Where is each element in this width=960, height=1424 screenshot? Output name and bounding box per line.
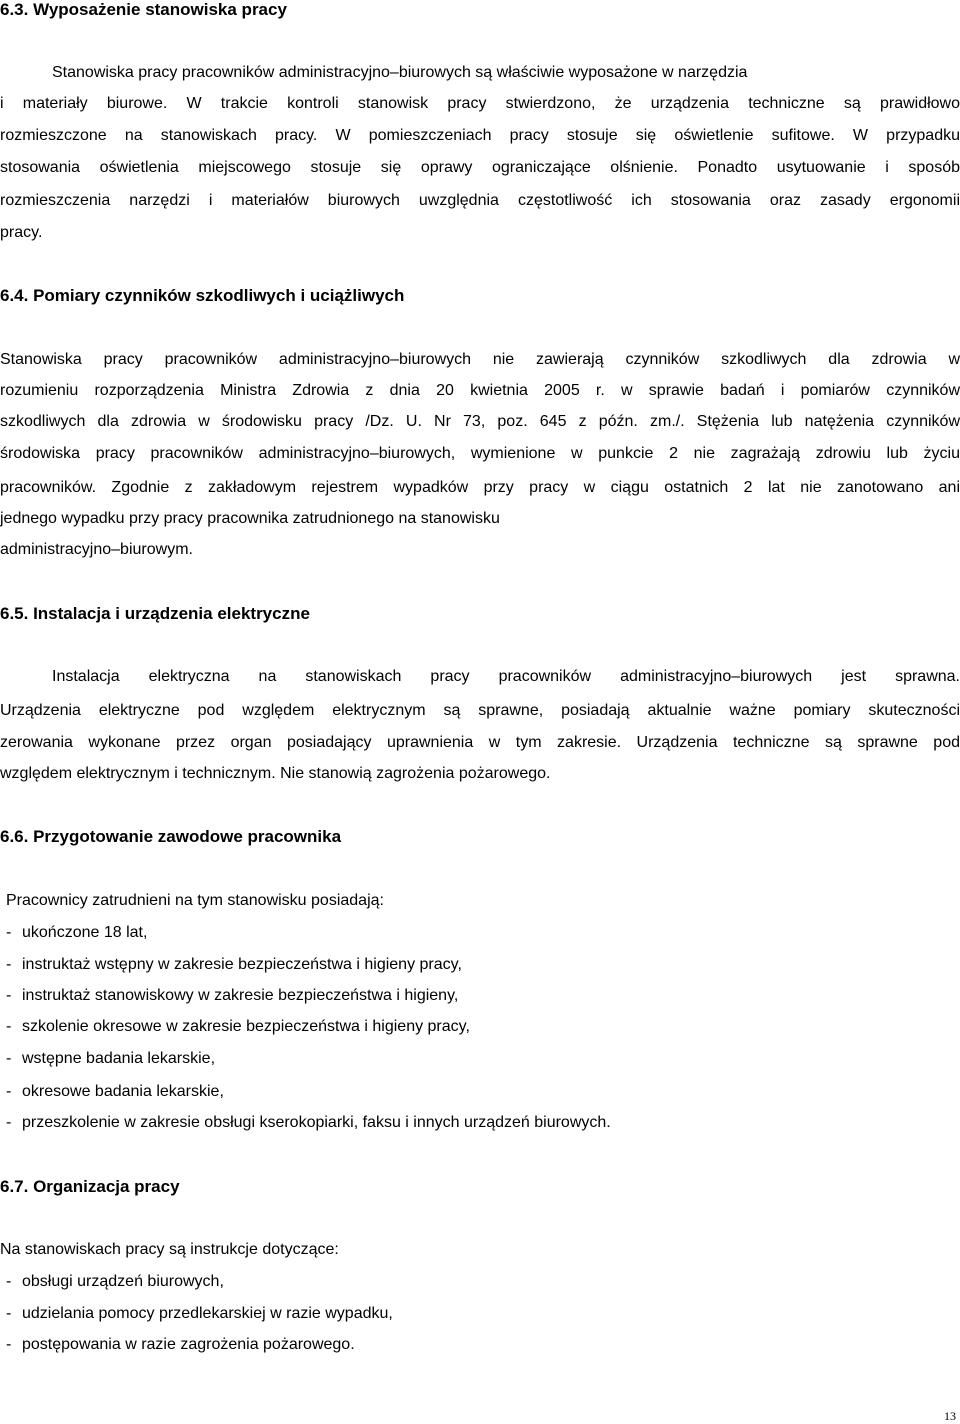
list-dash: - <box>6 1114 12 1131</box>
paragraph-line: Urządzenia elektryczne pod względem elektrycznym są sprawne, posiadają aktualnie ważne pomiary skuteczności <box>0 702 960 719</box>
list-item-text: przeszkolenie w zakresie obsługi kserokopiarki, faksu i innych urządzeń biurowych. <box>22 1114 611 1131</box>
paragraph-line: stosowania oświetlenia miejscowego stosuje się oprawy ograniczające olśnienie. Ponadto usytuowanie i sposób <box>0 159 960 176</box>
paragraph-line: administracyjno–biurowym. <box>0 541 193 558</box>
paragraph-line: zerowania wykonane przez organ posiadający uprawnienia w tym zakresie. Urządzenia techniczne są sprawne pod <box>0 734 960 751</box>
list-dash: - <box>6 1336 12 1353</box>
list-item-text: szkolenie okresowe w zakresie bezpieczeństwa i higieny pracy, <box>22 1018 470 1035</box>
list-item <box>6 955 462 975</box>
list-dash: - <box>6 987 12 1004</box>
list-dash: - <box>6 1050 12 1067</box>
list-dash: - <box>6 924 12 941</box>
list-item <box>6 986 458 1006</box>
paragraph-line: względem elektrycznym i technicznym. Nie stanowią zagrożenia pożarowego. <box>0 765 551 782</box>
list-item-text: postępowania w razie zagrożenia pożarowego. <box>22 1336 355 1353</box>
paragraph-line: Stanowiska pracy pracowników administracyjno–biurowych są właściwie wyposażone w narzędzia <box>52 64 748 81</box>
paragraph-line: Stanowiska pracy pracowników administracyjno–biurowych nie zawierają czynników szkodliwych dla zdrowia w <box>0 351 960 368</box>
list-item-text: obsługi urządzeń biurowych, <box>22 1273 224 1290</box>
list-item <box>6 1304 393 1324</box>
list-item <box>6 1082 224 1102</box>
list-dash: - <box>6 1305 12 1322</box>
list-intro: Na stanowiskach pracy są instrukcje dotyczące: <box>0 1241 339 1258</box>
section-heading-6-6: 6.6. Przygotowanie zawodowe pracownika <box>0 827 342 846</box>
list-item <box>6 1049 215 1069</box>
list-item-text: udzielania pomocy przedlekarskiej w razie wypadku, <box>22 1305 393 1322</box>
list-item <box>6 1272 224 1292</box>
list-item-text: instruktaż wstępny w zakresie bezpieczeństwa i higieny pracy, <box>22 956 462 973</box>
list-item-text: wstępne badania lekarskie, <box>22 1050 216 1067</box>
paragraph-line: jednego wypadku przy pracy pracownika zatrudnionego na stanowisku <box>0 510 500 527</box>
paragraph-line: rozmieszczenia narzędzi i materiałów biurowych uwzględnia częstotliwość ich stosowania oraz zasady ergonomii <box>0 192 960 209</box>
paragraph-line: pracowników. Zgodnie z zakładowym rejestrem wypadków przy pracy w ciągu ostatnich 2 lat nie zanotowano ani <box>0 479 960 496</box>
section-heading-6-4: 6.4. Pomiary czynników szkodliwych i uciążliwych <box>0 286 405 305</box>
list-dash: - <box>6 1273 12 1290</box>
section-heading-6-3: 6.3. Wyposażenie stanowiska pracy <box>0 0 287 19</box>
paragraph-line: rozmieszczone na stanowiskach pracy. W pomieszczeniach pracy stosuje się oświetlenie sufitowe. W przypadku <box>0 127 960 144</box>
section-heading-6-7: 6.7. Organizacja pracy <box>0 1177 180 1196</box>
list-item-text: instruktaż stanowiskowy w zakresie bezpieczeństwa i higieny, <box>22 987 459 1004</box>
paragraph-line: rozumieniu rozporządzenia Ministra Zdrowia z dnia 20 kwietnia 2005 r. w sprawie badań i pomiarów czynników <box>0 382 960 399</box>
page-number: 13 <box>944 1409 956 1423</box>
list-dash: - <box>6 1083 12 1100</box>
paragraph-line: pracy. <box>0 224 43 241</box>
list-item <box>6 923 147 943</box>
list-dash: - <box>6 1018 12 1035</box>
paragraph-line: szkodliwych dla zdrowia w środowisku pracy /Dz. U. Nr 73, poz. 645 z późn. zm./. Stężenia lub natężenia czynników <box>0 413 960 430</box>
paragraph-line: środowiska pracy pracowników administracyjno–biurowych, wymienione w punkcie 2 nie zagrażają zdrowiu lub życiu <box>0 445 960 462</box>
list-item <box>6 1017 470 1037</box>
paragraph-line: i materiały biurowe. W trakcie kontroli stanowisk pracy stwierdzono, że urządzenia techniczne są prawidłowo <box>0 95 960 112</box>
list-item-text: ukończone 18 lat, <box>22 924 148 941</box>
list-intro: Pracownicy zatrudnieni na tym stanowisku posiadają: <box>6 892 384 909</box>
list-item <box>6 1335 355 1355</box>
list-item-text: okresowe badania lekarskie, <box>22 1083 224 1100</box>
paragraph-line: Instalacja elektryczna na stanowiskach pracy pracowników administracyjno–biurowych jest sprawna. <box>52 668 960 685</box>
section-heading-6-5: 6.5. Instalacja i urządzenia elektryczne <box>0 604 310 623</box>
list-item <box>6 1113 611 1133</box>
list-dash: - <box>6 956 12 973</box>
